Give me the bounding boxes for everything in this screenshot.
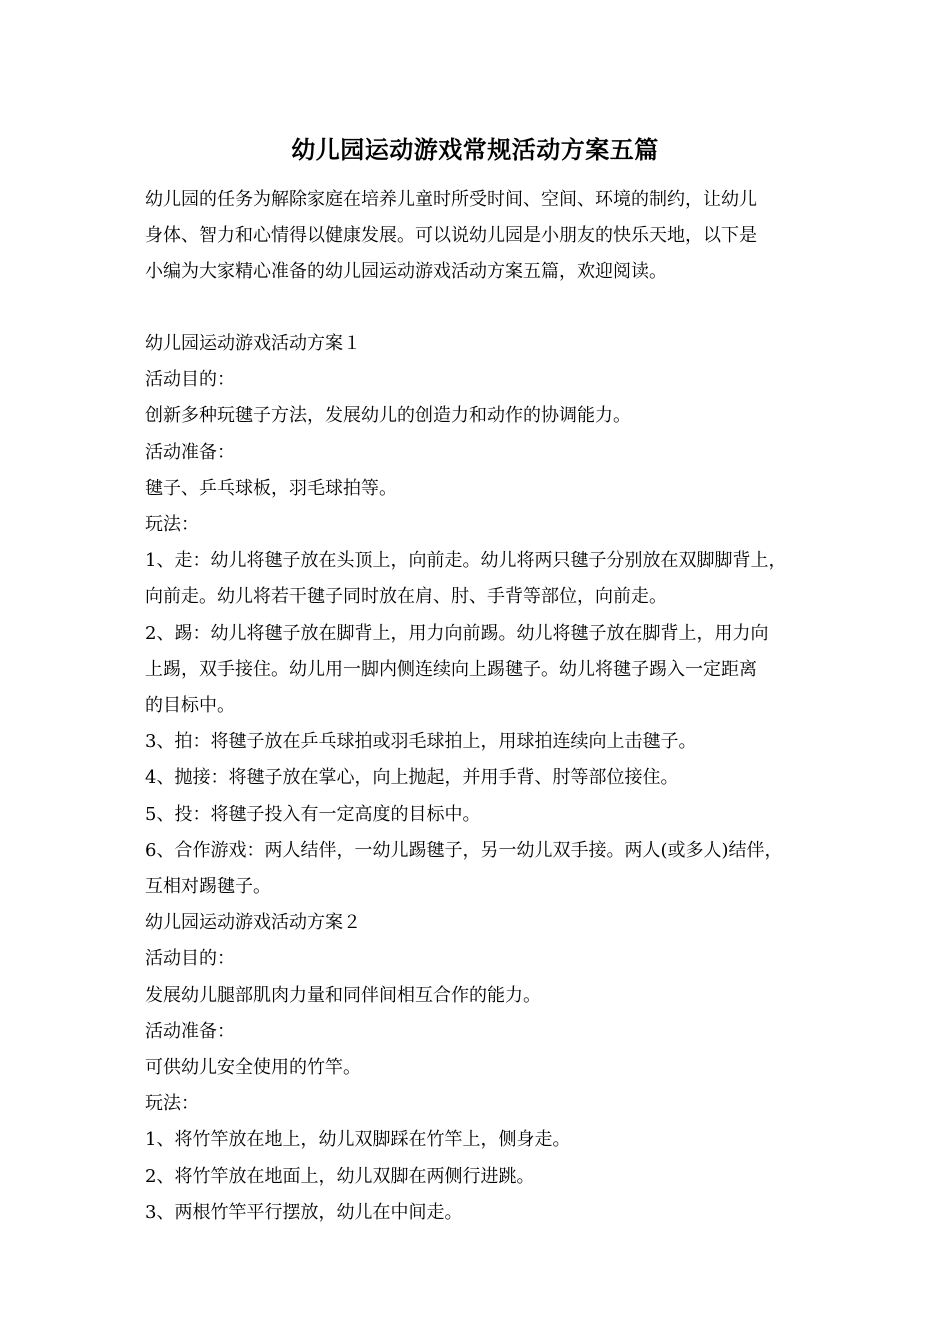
- body-line: 玩法：: [145, 1093, 199, 1115]
- body-line: 可供幼儿安全使用的竹竿。: [145, 1057, 361, 1079]
- intro-paragraph: [145, 182, 815, 290]
- body-line: 活动目的：: [145, 948, 235, 970]
- body-line: 3、两根竹竿平行摆放，幼儿在中间走。: [145, 1201, 463, 1223]
- body-line: 活动目的：: [145, 369, 235, 391]
- body-line: 活动准备：: [145, 1020, 235, 1042]
- body-line: 互相对踢毽子。: [145, 876, 271, 898]
- document-body: [145, 326, 825, 1231]
- body-line: 2、将竹竿放在地面上，幼儿双脚在两侧行进跳。: [145, 1165, 535, 1187]
- intro-line: 小编为大家精心准备的幼儿园运动游戏活动方案五篇，欢迎阅读。: [145, 261, 667, 282]
- body-line: 3、拍：将毽子放在乒乓球拍或羽毛球拍上，用球拍连续向上击毽子。: [145, 731, 697, 753]
- body-line: 创新多种玩毽子方法，发展幼儿的创造力和动作的协调能力。: [145, 405, 631, 427]
- document-title: 幼儿园运动游戏常规活动方案五篇: [291, 135, 659, 164]
- body-line: 玩法：: [145, 514, 199, 536]
- body-line: 6、合作游戏：两人结伴，一幼儿踢毽子，另一幼儿双手接。两人(或多人)结伴，: [145, 839, 783, 861]
- body-line: 4、抛接：将毽子放在掌心，向上抛起，并用手背、肘等部位接住。: [145, 767, 679, 789]
- body-line: 上踢，双手接住。幼儿用一脚内侧连续向上踢毽子。幼儿将毽子踢入一定距离: [145, 658, 757, 680]
- body-line: 1、将竹竿放在地上，幼儿双脚踩在竹竿上，侧身走。: [145, 1129, 571, 1151]
- body-line: 毽子、乒乓球板，羽毛球拍等。: [145, 477, 397, 499]
- body-line: 2、踢：幼儿将毽子放在脚背上，用力向前踢。幼儿将毽子放在脚背上，用力向: [145, 622, 769, 644]
- body-line: 的目标中。: [145, 695, 235, 717]
- body-line: 5、投：将毽子投入有一定高度的目标中。: [145, 803, 481, 825]
- body-line: 活动准备：: [145, 441, 235, 463]
- body-line: 向前走。幼儿将若干毽子同时放在肩、肘、手背等部位，向前走。: [145, 586, 667, 608]
- body-line: 1、走：幼儿将毽子放在头顶上，向前走。幼儿将两只毽子分别放在双脚脚背上，: [145, 550, 787, 572]
- section-heading: 幼儿园运动游戏活动方案２: [145, 912, 361, 934]
- intro-line: 身体、智力和心情得以健康发展。可以说幼儿园是小朋友的快乐天地，以下是: [145, 225, 757, 246]
- section-heading: 幼儿园运动游戏活动方案１: [145, 333, 361, 354]
- body-line: 发展幼儿腿部肌肉力量和同伴间相互合作的能力。: [145, 984, 541, 1006]
- intro-line: 幼儿园的任务为解除家庭在培养儿童时所受时间、空间、环境的制约，让幼儿: [145, 189, 757, 210]
